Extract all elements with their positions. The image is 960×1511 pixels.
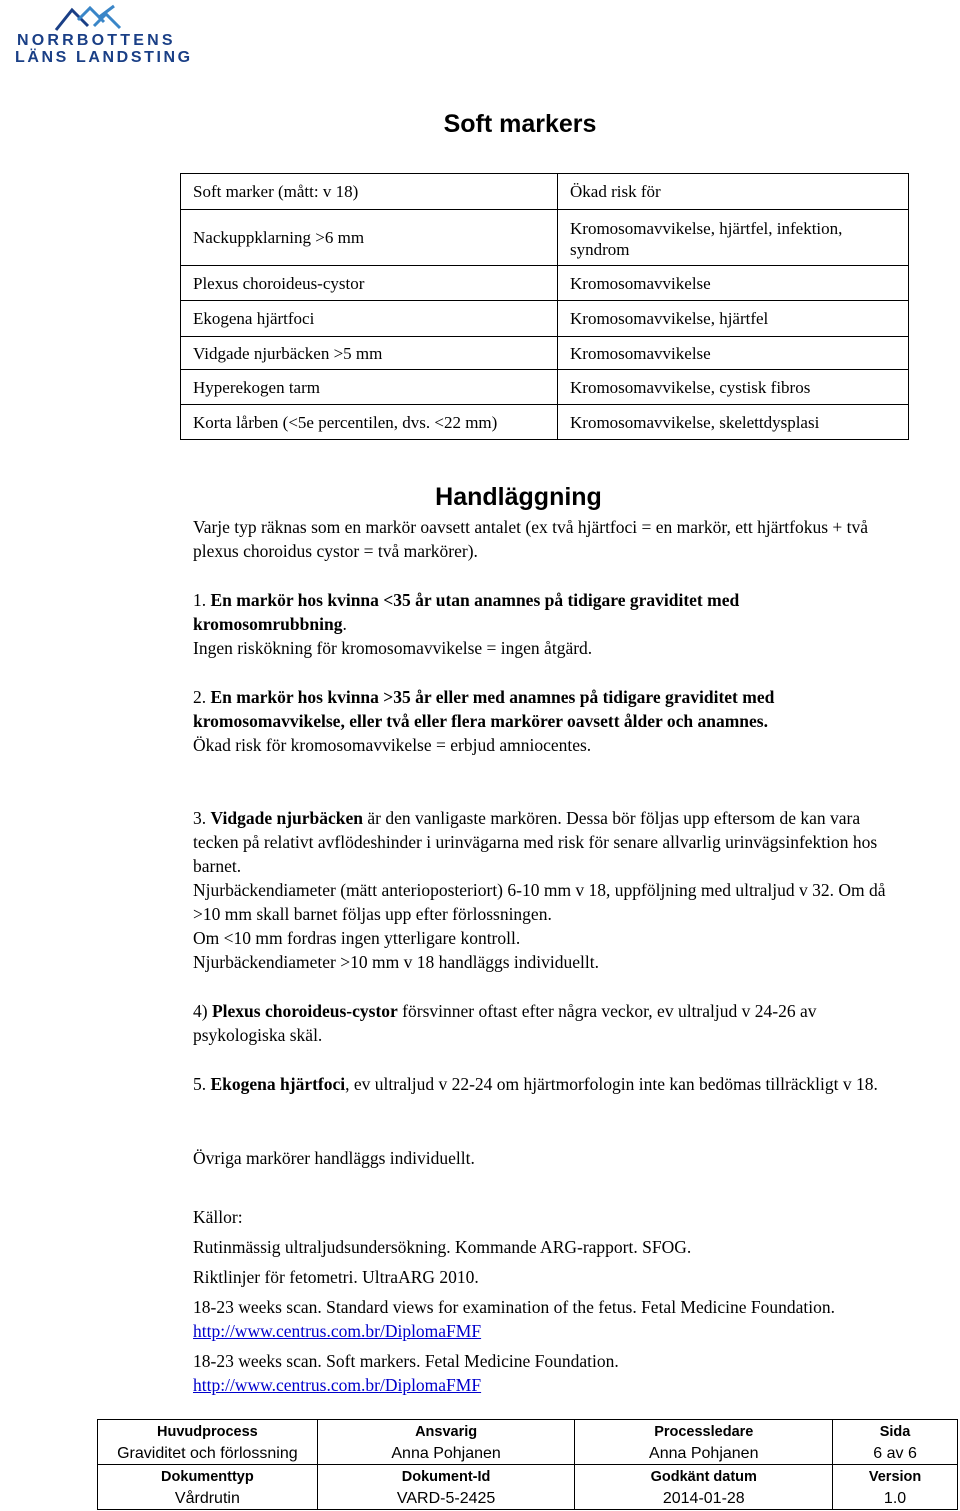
footer-value: VARD-5-2425 bbox=[396, 1490, 496, 1507]
logo-line-2: LÄNS LANDSTING bbox=[15, 49, 193, 66]
marker-cell: Hyperekogen tarm bbox=[181, 370, 558, 405]
soft-markers-table bbox=[180, 173, 909, 440]
item-number: 1. bbox=[193, 590, 211, 610]
item-bold: Ekogena hjärtfoci bbox=[210, 1074, 346, 1094]
table-row bbox=[181, 210, 909, 266]
footer-value: 6 av 6 bbox=[873, 1445, 917, 1462]
item-text: Njurbäckendiameter >10 mm v 18 handläggs individuellt. bbox=[193, 952, 599, 972]
source-4 bbox=[193, 1349, 893, 1397]
sources-label: Källor: bbox=[193, 1207, 243, 1227]
footer-label: Huvudprocess bbox=[157, 1424, 258, 1440]
source-3-link[interactable]: http://www.centrus.com.br/DiplomaFMF bbox=[193, 1321, 482, 1341]
item-text: , ev ultraljud v 22-24 om hjärtmorfologin inte kan bedömas tillräckligt v 18. bbox=[345, 1074, 878, 1094]
item-text: Ingen riskökning för kromosomavvikelse = ingen åtgärd. bbox=[193, 638, 593, 658]
item-bold: En markör hos kvinna >35 år eller med anamnes på tidigare graviditet med kromosomavvikelse, eller två eller flera markörer oavsett ålder och anamnes. bbox=[193, 687, 775, 731]
footer-label: Dokumenttyp bbox=[161, 1469, 254, 1485]
handling-item-5 bbox=[193, 1072, 893, 1096]
risk-cell: Kromosomavvikelse bbox=[558, 337, 909, 370]
item-bold: Vidgade njurbäcken bbox=[210, 808, 364, 828]
item-text: försvinner oftast efter några veckor, ev ultraljud v 24-26 av psykologiska skäl. bbox=[193, 1001, 817, 1045]
risk-cell: Kromosomavvikelse, skelettdysplasi bbox=[558, 405, 909, 440]
item-text: Njurbäckendiameter (mätt anterioposteriort) 6-10 mm v 18, uppföljning med ultraljud v 32. Om då >10 mm skall barnet följas upp efter förlossningen. bbox=[193, 880, 886, 924]
footer-processledare bbox=[575, 1420, 833, 1465]
source-1: Rutinmässig ultraljudsundersökning. Kommande ARG-rapport. SFOG. bbox=[193, 1237, 692, 1257]
handling-item-2 bbox=[193, 685, 893, 757]
risk-cell: Kromosomavvikelse, hjärtfel bbox=[558, 301, 909, 337]
footer-label: Sida bbox=[879, 1424, 911, 1440]
header-risk: Ökad risk för bbox=[558, 174, 909, 210]
risk-cell: Kromosomavvikelse, cystisk fibros bbox=[558, 370, 909, 405]
footer-label: Version bbox=[868, 1469, 922, 1485]
item-number: 3. bbox=[193, 808, 211, 828]
source-2: Riktlinjer för fetometri. UltraARG 2010. bbox=[193, 1267, 479, 1287]
section-title-handling: Handläggning bbox=[435, 483, 602, 511]
page-title: Soft markers bbox=[443, 110, 597, 138]
item-text: Ökad risk för kromosomavvikelse = erbjud amniocentes. bbox=[193, 735, 592, 755]
table-row bbox=[181, 405, 909, 440]
footer-label: Dokument-Id bbox=[401, 1469, 491, 1485]
footer-label: Ansvarig bbox=[415, 1424, 478, 1440]
handling-item-3 bbox=[193, 806, 893, 974]
organization-logo bbox=[14, 4, 193, 66]
item-text: Om <10 mm fordras ingen ytterligare kontroll. bbox=[193, 928, 521, 948]
footer-dokument-id bbox=[317, 1465, 575, 1510]
source-3-text: 18-23 weeks scan. Standard views for examination of the fetus. Fetal Medicine Foundation. bbox=[193, 1297, 835, 1317]
table-row bbox=[181, 301, 909, 337]
logo-line-1: NORRBOTTENS bbox=[17, 32, 176, 49]
footer-value: 2014-01-28 bbox=[662, 1490, 745, 1507]
footer-version bbox=[833, 1465, 958, 1510]
table-row bbox=[181, 370, 909, 405]
footer-value: Anna Pohjanen bbox=[391, 1445, 501, 1462]
item-number: 2. bbox=[193, 687, 211, 707]
item-number: 4) bbox=[193, 1001, 212, 1021]
risk-cell: Kromosomavvikelse bbox=[558, 266, 909, 301]
handling-intro: Varje typ räknas som en markör oavsett antalet (ex två hjärtfoci = en markör, ett hjärtfokus + två plexus choroidus cystor = två markörer). bbox=[193, 517, 869, 561]
document-footer-table bbox=[97, 1419, 958, 1510]
source-4-text: 18-23 weeks scan. Soft markers. Fetal Medicine Foundation. bbox=[193, 1351, 619, 1371]
footer-godkant-datum bbox=[575, 1465, 833, 1510]
footer-value: Graviditet och förlossning bbox=[117, 1445, 298, 1462]
footer-value: 1.0 bbox=[883, 1490, 907, 1507]
marker-cell: Plexus choroideus-cystor bbox=[181, 266, 558, 301]
item-text: är den vanligaste markören. Dessa bör följas upp eftersom de kan vara tecken på relativt avflödeshinder i urinvägarna med risk för senare allvarlig urinvägsinfektion hos barnet. bbox=[193, 808, 878, 876]
footer-dokumenttyp bbox=[98, 1465, 318, 1510]
source-3 bbox=[193, 1295, 893, 1343]
handling-item-4 bbox=[193, 999, 893, 1047]
item-number: 5. bbox=[193, 1074, 211, 1094]
handling-other: Övriga markörer handläggs individuellt. bbox=[193, 1148, 475, 1168]
handling-item-1 bbox=[193, 588, 893, 660]
marker-cell: Ekogena hjärtfoci bbox=[181, 301, 558, 337]
footer-label: Godkänt datum bbox=[650, 1469, 757, 1485]
risk-cell: Kromosomavvikelse, hjärtfel, infektion, syndrom bbox=[558, 210, 909, 266]
source-4-link[interactable]: http://www.centrus.com.br/DiplomaFMF bbox=[193, 1375, 482, 1395]
table-header-row bbox=[181, 174, 909, 210]
item-bold: En markör hos kvinna <35 år utan anamnes på tidigare graviditet med kromosomrubbning bbox=[193, 590, 740, 634]
footer-ansvarig bbox=[317, 1420, 575, 1465]
table-row bbox=[181, 337, 909, 370]
marker-cell: Nackuppklarning >6 mm bbox=[181, 210, 558, 266]
footer-value: Vårdrutin bbox=[174, 1490, 240, 1507]
marker-cell: Korta lårben (<5e percentilen, dvs. <22 mm) bbox=[181, 405, 558, 440]
marker-cell: Vidgade njurbäcken >5 mm bbox=[181, 337, 558, 370]
footer-huvudprocess bbox=[98, 1420, 318, 1465]
footer-value: Anna Pohjanen bbox=[649, 1445, 759, 1462]
item-punct: . bbox=[342, 614, 347, 634]
header-marker: Soft marker (mått: v 18) bbox=[181, 174, 558, 210]
footer-sida bbox=[833, 1420, 958, 1465]
table-row bbox=[181, 266, 909, 301]
norrbotten-logo-icon bbox=[54, 4, 124, 32]
item-bold: Plexus choroideus-cystor bbox=[211, 1001, 398, 1021]
footer-label: Processledare bbox=[654, 1424, 754, 1440]
